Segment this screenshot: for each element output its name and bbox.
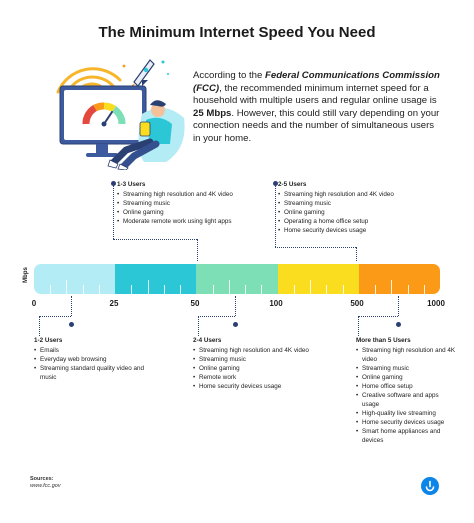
intro-speed: 25 Mbps [193, 107, 232, 119]
group-1-3-users [117, 180, 277, 226]
group-more-than-5-users [356, 336, 456, 445]
axis-label: 0 [31, 299, 37, 308]
scale-tick [343, 285, 344, 294]
connector-line [39, 316, 40, 336]
connector-line [356, 247, 357, 261]
connector-line [113, 183, 114, 239]
list-item: • Remote work [193, 373, 317, 382]
scale-tick [164, 285, 165, 294]
list-item: • Streaming high resolution and 4K video [117, 190, 277, 199]
list-item: • Streaming music [278, 199, 448, 208]
scale-tick [131, 285, 132, 294]
list-item: • Streaming music [193, 355, 317, 364]
scale-tick [148, 280, 149, 294]
group-heading: 2-5 Users [278, 181, 307, 188]
list-item: • Online gaming [356, 373, 456, 382]
speed-scale-bar [34, 264, 440, 294]
list-item: • Online gaming [117, 208, 277, 217]
connector-line [197, 239, 198, 261]
scale-tick [50, 285, 51, 294]
axis-label: 1000 [427, 299, 445, 308]
list-item: • Moderate remote work using light apps [117, 217, 277, 226]
intro-org: Federal Communications Commission (FCC) [193, 70, 440, 94]
group-1-2-users [34, 336, 144, 382]
segment-25-50 [115, 264, 196, 294]
list-item: • Everyday web browsing [34, 355, 144, 364]
list-item: • Emails [34, 346, 144, 355]
sources-link[interactable]: www.fcc.gov [30, 483, 61, 489]
unit-label: Mbps [23, 267, 29, 283]
connector-line [113, 239, 197, 240]
list-item: • Home security devices usage [356, 418, 456, 427]
segment-50-100 [196, 264, 277, 294]
list-item: • Home security devices usage [193, 382, 317, 391]
list-item: • Streaming standard quality video and music [34, 364, 144, 382]
scale-tick [424, 285, 425, 294]
scale-tick [99, 285, 100, 294]
group-heading: 2-4 Users [193, 337, 222, 344]
intro-text-2: , the recommended minimum internet speed for a household with multiple users and regular online usage is [193, 82, 437, 107]
connector-line [398, 296, 399, 316]
scale-tick [83, 285, 84, 294]
connector-line [198, 316, 235, 317]
connector-line [71, 296, 72, 316]
list-item: • Streaming music [117, 199, 277, 208]
scale-tick [180, 285, 181, 294]
page-title: The Minimum Internet Speed You Need [98, 24, 376, 41]
group-heading: 1-3 Users [117, 181, 146, 188]
axis-label: 25 [109, 299, 119, 308]
list-item: • Creative software and apps usage [356, 391, 456, 409]
connector-line [235, 296, 236, 316]
connector-dot [69, 322, 74, 327]
segment-100-500 [278, 264, 359, 294]
scale-tick [408, 285, 409, 294]
connector-dot [111, 181, 116, 186]
scale-tick [310, 280, 311, 294]
group-2-5-users [278, 180, 448, 235]
list-item: • Streaming high resolution and 4K video [278, 190, 448, 199]
axis-label: 500 [350, 299, 364, 308]
group-2-4-users [193, 336, 317, 391]
scale-tick [213, 285, 214, 294]
scale-tick [326, 285, 327, 294]
intro-text-3: . However, this could still vary depending on your connection needs and the number of simultaneous users in your home. [193, 107, 440, 144]
list-item: • Home security devices usage [278, 226, 448, 235]
scale-tick [294, 285, 295, 294]
connector-line [198, 316, 199, 336]
list-item: • Home office setup [356, 382, 456, 391]
axis-label: 50 [190, 299, 200, 308]
connector-line [39, 316, 71, 317]
connector-line [358, 316, 398, 317]
connector-line [275, 183, 276, 247]
group-heading: More than 5 Users [356, 337, 411, 344]
connector-line [275, 247, 356, 248]
group-heading: 1-2 Users [34, 337, 63, 344]
list-item: • Streaming high resolution and 4K video [356, 346, 456, 364]
list-item: • Smart home appliances and devices [356, 427, 456, 445]
brand-logo-icon [421, 477, 439, 495]
axis-label: 100 [269, 299, 283, 308]
hero-illustration [38, 52, 188, 170]
scale-tick [66, 280, 67, 294]
scale-tick [245, 285, 246, 294]
list-item: • Operating a home office setup [278, 217, 448, 226]
scale-tick [261, 285, 262, 294]
scale-tick [375, 285, 376, 294]
connector-line [358, 316, 359, 336]
connector-dot [273, 181, 278, 186]
connector-dot [233, 322, 238, 327]
segment-500-1000 [359, 264, 440, 294]
list-item: • Online gaming [193, 364, 317, 373]
scale-tick [391, 280, 392, 294]
sources-heading: Sources: [30, 476, 54, 482]
intro-text-1: According to the [193, 70, 265, 81]
connector-dot [396, 322, 401, 327]
segment-0-25 [34, 264, 115, 294]
list-item: • Streaming high resolution and 4K video [193, 346, 317, 355]
intro-paragraph [193, 70, 443, 146]
list-item: • High-quality live streaming [356, 409, 456, 418]
scale-tick [229, 280, 230, 294]
list-item: • Streaming music [356, 364, 456, 373]
list-item: • Online gaming [278, 208, 448, 217]
sources [30, 476, 61, 490]
